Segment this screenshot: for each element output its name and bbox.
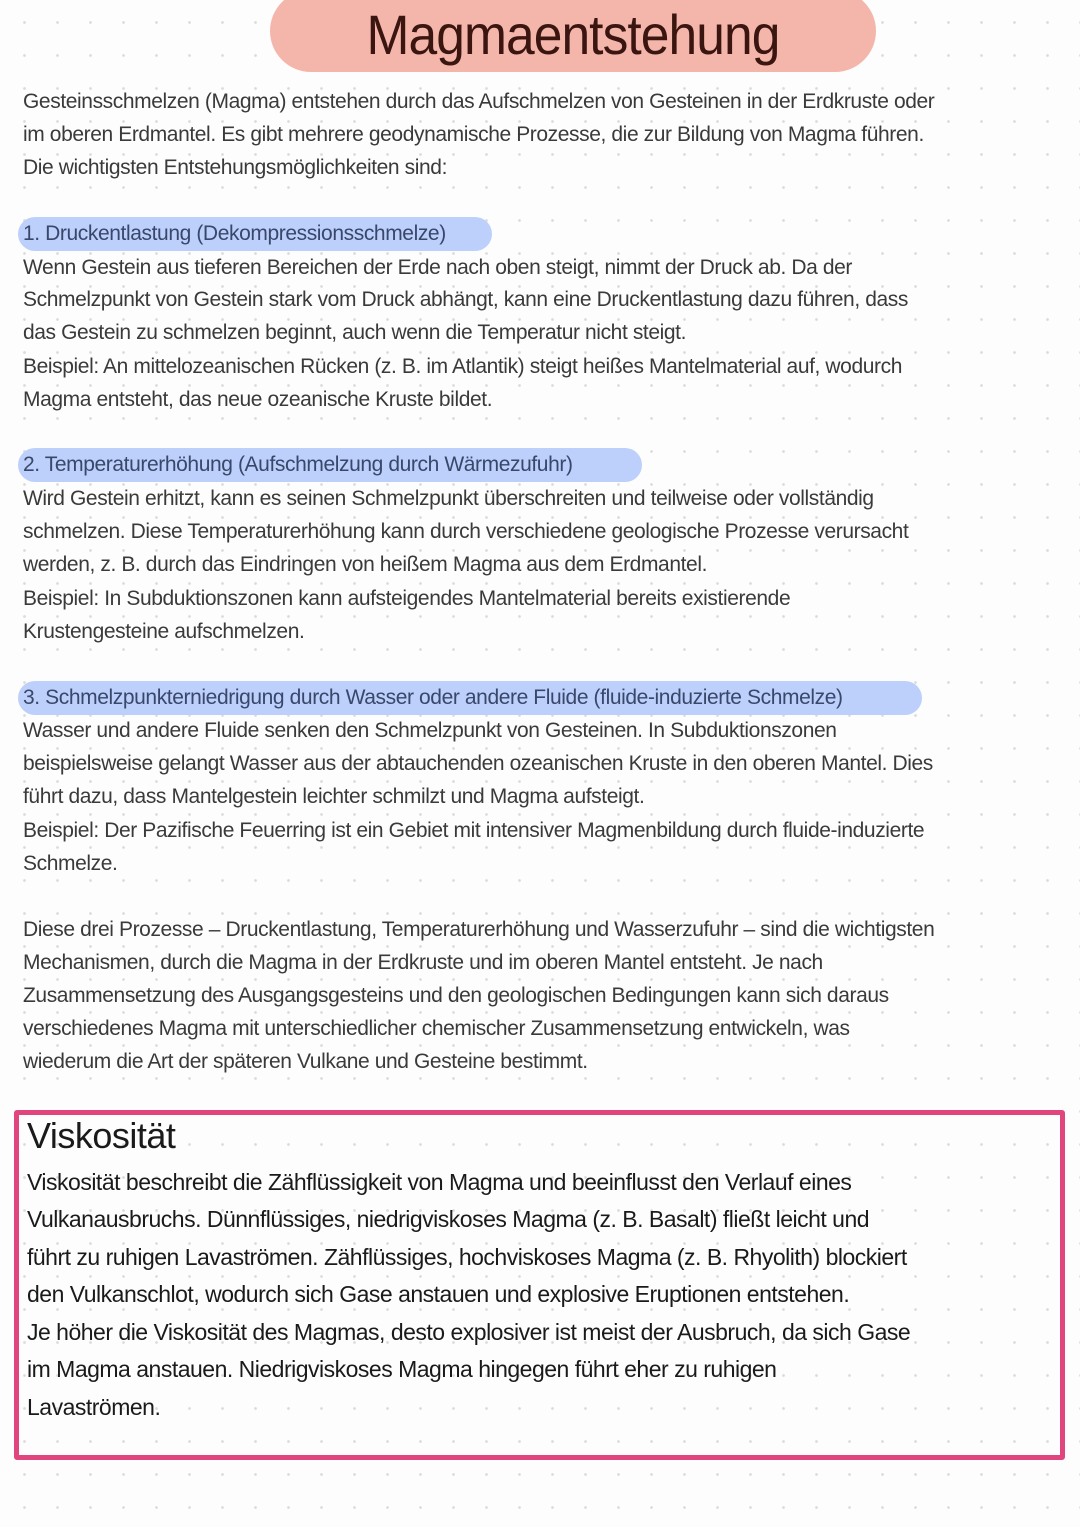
section-line: beispielsweise gelangt Wasser aus der abtauchenden ozeanischen Kruste in den oberen Mantel. Dies [23,752,933,775]
section-line: Beispiel: An mittelozeanischen Rücken (z. B. im Atlantik) steigt heißes Mantelmaterial auf, wodurch [23,355,902,378]
viscosity-line: Vulkanausbruchs. Dünnflüssiges, niedrigviskoses Magma (z. B. Basalt) fließt leicht und [27,1206,870,1232]
viscosity-line: Viskosität beschreibt die Zähflüssigkeit von Magma und beeinflusst den Verlauf eines [27,1169,852,1195]
page-title: Magmaentstehung [366,3,780,66]
intro-line: im oberen Erdmantel. Es gibt mehrere geodynamische Prozesse, die zur Bildung von Magma führen. [23,123,924,146]
summary-line: wiederum die Art der späteren Vulkane und Gesteine bestimmt. [23,1050,588,1073]
section-line: Wenn Gestein aus tieferen Bereichen der Erde nach oben steigt, nimmt der Druck ab. Da der [23,256,852,279]
viscosity-line: Je höher die Viskosität des Magmas, desto explosiver ist meist der Ausbruch, da sich Gase [27,1319,911,1345]
section-line: Magma entsteht, das neue ozeanische Kruste bildet. [23,388,493,411]
section-line: schmelzen. Diese Temperaturerhöhung kann durch verschiedene geologische Prozesse verursacht [23,520,909,543]
section-line: Krustengesteine aufschmelzen. [23,620,305,643]
section-heading: 2. Temperaturerhöhung (Aufschmelzung durch Wärmezufuhr) [23,453,573,476]
summary-line: Diese drei Prozesse – Druckentlastung, Temperaturerhöhung und Wasserzufuhr – sind die wichtigsten [23,918,935,941]
section-line: Schmelze. [23,852,118,875]
section-heading: 3. Schmelzpunkterniedrigung durch Wasser oder andere Fluide (fluide-induzierte Schmelze) [23,686,843,709]
viscosity-line: den Vulkanschlot, wodurch sich Gase anstauen und explosive Eruptionen entstehen. [27,1281,850,1307]
intro-line: Die wichtigsten Entstehungsmöglichkeiten sind: [23,156,448,179]
section-heading: 1. Druckentlastung (Dekompressionsschmelze) [23,222,446,245]
intro-line: Gesteinsschmelzen (Magma) entstehen durch das Aufschmelzen von Gesteinen in der Erdkruste oder [23,90,935,113]
section-line: Wird Gestein erhitzt, kann es seinen Schmelzpunkt überschreiten und teilweise oder vollständig [23,487,874,510]
viscosity-line: führt zu ruhigen Lavaströmen. Zähflüssiges, hochviskoses Magma (z. B. Rhyolith) blockiert [27,1244,907,1270]
viscosity-line: Lavaströmen. [27,1394,161,1420]
section-line: Wasser und andere Fluide senken den Schmelzpunkt von Gesteinen. In Subduktionszonen [23,719,837,742]
section-line: Beispiel: In Subduktionszonen kann aufsteigendes Mantelmaterial bereits existierende [23,587,791,610]
summary-line: Zusammensetzung des Ausgangsgesteins und den geologischen Bedingungen kann sich daraus [23,984,889,1007]
viscosity-title: Viskosität [27,1115,176,1156]
viscosity-line: im Magma anstauen. Niedrigviskoses Magma hingegen führt eher zu ruhigen [27,1356,777,1382]
section-line: führt dazu, dass Mantelgestein leichter schmilzt und Magma aufsteigt. [23,785,645,808]
summary-line: Mechanismen, durch die Magma in der Erdkruste und im oberen Mantel entsteht. Je nach [23,951,823,974]
section-line: Beispiel: Der Pazifische Feuerring ist ein Gebiet mit intensiver Magmenbildung durch fluide-induzierte [23,819,925,842]
section-line: das Gestein zu schmelzen beginnt, auch wenn die Temperatur nicht steigt. [23,321,687,344]
section-line: werden, z. B. durch das Eindringen von heißem Magma aus dem Erdmantel. [23,553,708,576]
summary-line: verschiedenes Magma mit unterschiedlicher chemischer Zusammensetzung entwickeln, was [23,1017,850,1040]
section-line: Schmelzpunkt von Gestein stark vom Druck abhängt, kann eine Druckentlastung dazu führen, dass [23,288,908,311]
